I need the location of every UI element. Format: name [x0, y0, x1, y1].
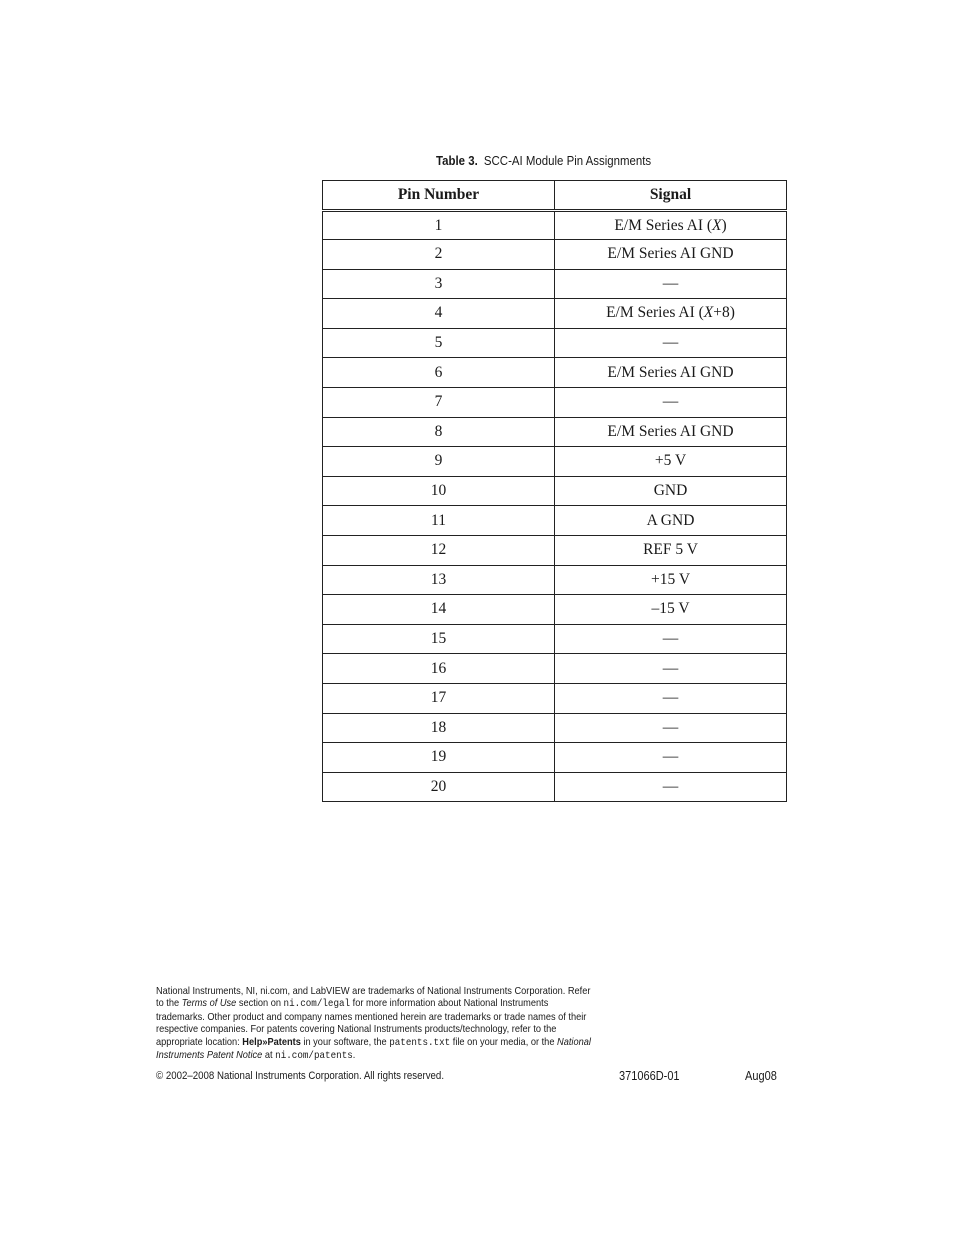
header-pin-number: Pin Number: [323, 181, 555, 211]
table-row: [323, 269, 787, 299]
legal-notice: [156, 985, 596, 1062]
pin-number-cell: 10: [323, 476, 555, 506]
table-row: [323, 476, 787, 506]
help-patents-text: Help»Patents: [242, 1035, 301, 1048]
signal-cell: —: [555, 683, 787, 713]
pin-number-cell: 17: [323, 683, 555, 713]
signal-cell: A GND: [555, 506, 787, 536]
table-row: [323, 447, 787, 477]
pin-number-cell: 20: [323, 772, 555, 802]
header-signal: Signal: [555, 181, 787, 211]
table-row: [323, 772, 787, 802]
table-caption: [436, 153, 651, 168]
table-caption-title: SCC-AI Module Pin Assignments: [483, 153, 652, 168]
table-row: [323, 743, 787, 773]
table-caption-label: Table 3.: [436, 153, 478, 168]
signal-cell: —: [555, 713, 787, 743]
signal-cell: —: [555, 743, 787, 773]
signal-cell: REF 5 V: [555, 535, 787, 565]
signal-cell: —: [555, 387, 787, 417]
patents-url: ni.com/patents: [275, 1050, 353, 1063]
table-row: [323, 387, 787, 417]
table-row: [323, 328, 787, 358]
legal-text-6: at: [262, 1049, 276, 1062]
signal-cell: E/M Series AI (X+8): [555, 299, 787, 329]
table-row: [323, 654, 787, 684]
pin-number-cell: 2: [323, 240, 555, 270]
table-row: [323, 713, 787, 743]
pin-number-cell: 13: [323, 565, 555, 595]
table-row: [323, 624, 787, 654]
signal-cell: E/M Series AI (X): [555, 211, 787, 240]
signal-cell: E/M Series AI GND: [555, 358, 787, 388]
pin-number-cell: 8: [323, 417, 555, 447]
signal-cell: GND: [555, 476, 787, 506]
signal-cell: –15 V: [555, 595, 787, 625]
pin-number-cell: 3: [323, 269, 555, 299]
legal-text-2: section on: [236, 997, 284, 1010]
pin-number-cell: 15: [323, 624, 555, 654]
table-row: [323, 358, 787, 388]
pin-number-cell: 19: [323, 743, 555, 773]
legal-text-5: file on your media, or the: [450, 1035, 558, 1048]
pin-number-cell: 5: [323, 328, 555, 358]
copyright-notice: © 2002–2008 National Instruments Corporation. All rights reserved.: [156, 1070, 445, 1082]
patents-file: patents.txt: [389, 1036, 451, 1049]
table-row: [323, 535, 787, 565]
part-number: 371066D-01: [619, 1069, 680, 1083]
table-row: [323, 240, 787, 270]
pin-number-cell: 16: [323, 654, 555, 684]
signal-cell: —: [555, 772, 787, 802]
legal-text-3: for more information about National Instruments trademarks. Other product and company names mentioned herein are trademarks or trade names of their respective companies. For patents covering National Instruments products/technology, refer to the appropriate location:: [156, 997, 587, 1048]
signal-cell: —: [555, 624, 787, 654]
pin-number-cell: 9: [323, 447, 555, 477]
pin-number-cell: 6: [323, 358, 555, 388]
table-row: [323, 683, 787, 713]
pin-number-cell: 7: [323, 387, 555, 417]
table-row: [323, 595, 787, 625]
table-body: [323, 211, 787, 802]
table-row: [323, 417, 787, 447]
table-header-row: [323, 181, 787, 211]
table-row: [323, 211, 787, 240]
pin-number-cell: 12: [323, 535, 555, 565]
pin-number-cell: 4: [323, 299, 555, 329]
table-row: [323, 299, 787, 329]
legal-text-4: in your software, the: [300, 1035, 390, 1048]
signal-cell: —: [555, 654, 787, 684]
pin-number-cell: 11: [323, 506, 555, 536]
signal-cell: E/M Series AI GND: [555, 240, 787, 270]
pin-number-cell: 18: [323, 713, 555, 743]
pin-assignments-table: [322, 180, 787, 802]
terms-of-use-text: Terms of Use: [181, 997, 237, 1010]
legal-text-1: National Instruments, NI, ni.com, and LabVIEW are trademarks of National Instruments Corporation. Refer to the: [156, 985, 591, 1010]
signal-cell: —: [555, 328, 787, 358]
signal-cell: +15 V: [555, 565, 787, 595]
pin-number-cell: 14: [323, 595, 555, 625]
legal-text-7: .: [352, 1049, 356, 1062]
signal-cell: E/M Series AI GND: [555, 417, 787, 447]
signal-cell: —: [555, 269, 787, 299]
signal-cell: +5 V: [555, 447, 787, 477]
table-row: [323, 506, 787, 536]
pin-number-cell: 1: [323, 211, 555, 240]
legal-url: ni.com/legal: [283, 998, 351, 1011]
patent-notice-text: National Instruments Patent Notice: [156, 1035, 591, 1062]
table-row: [323, 565, 787, 595]
date-code: Aug08: [745, 1069, 777, 1083]
